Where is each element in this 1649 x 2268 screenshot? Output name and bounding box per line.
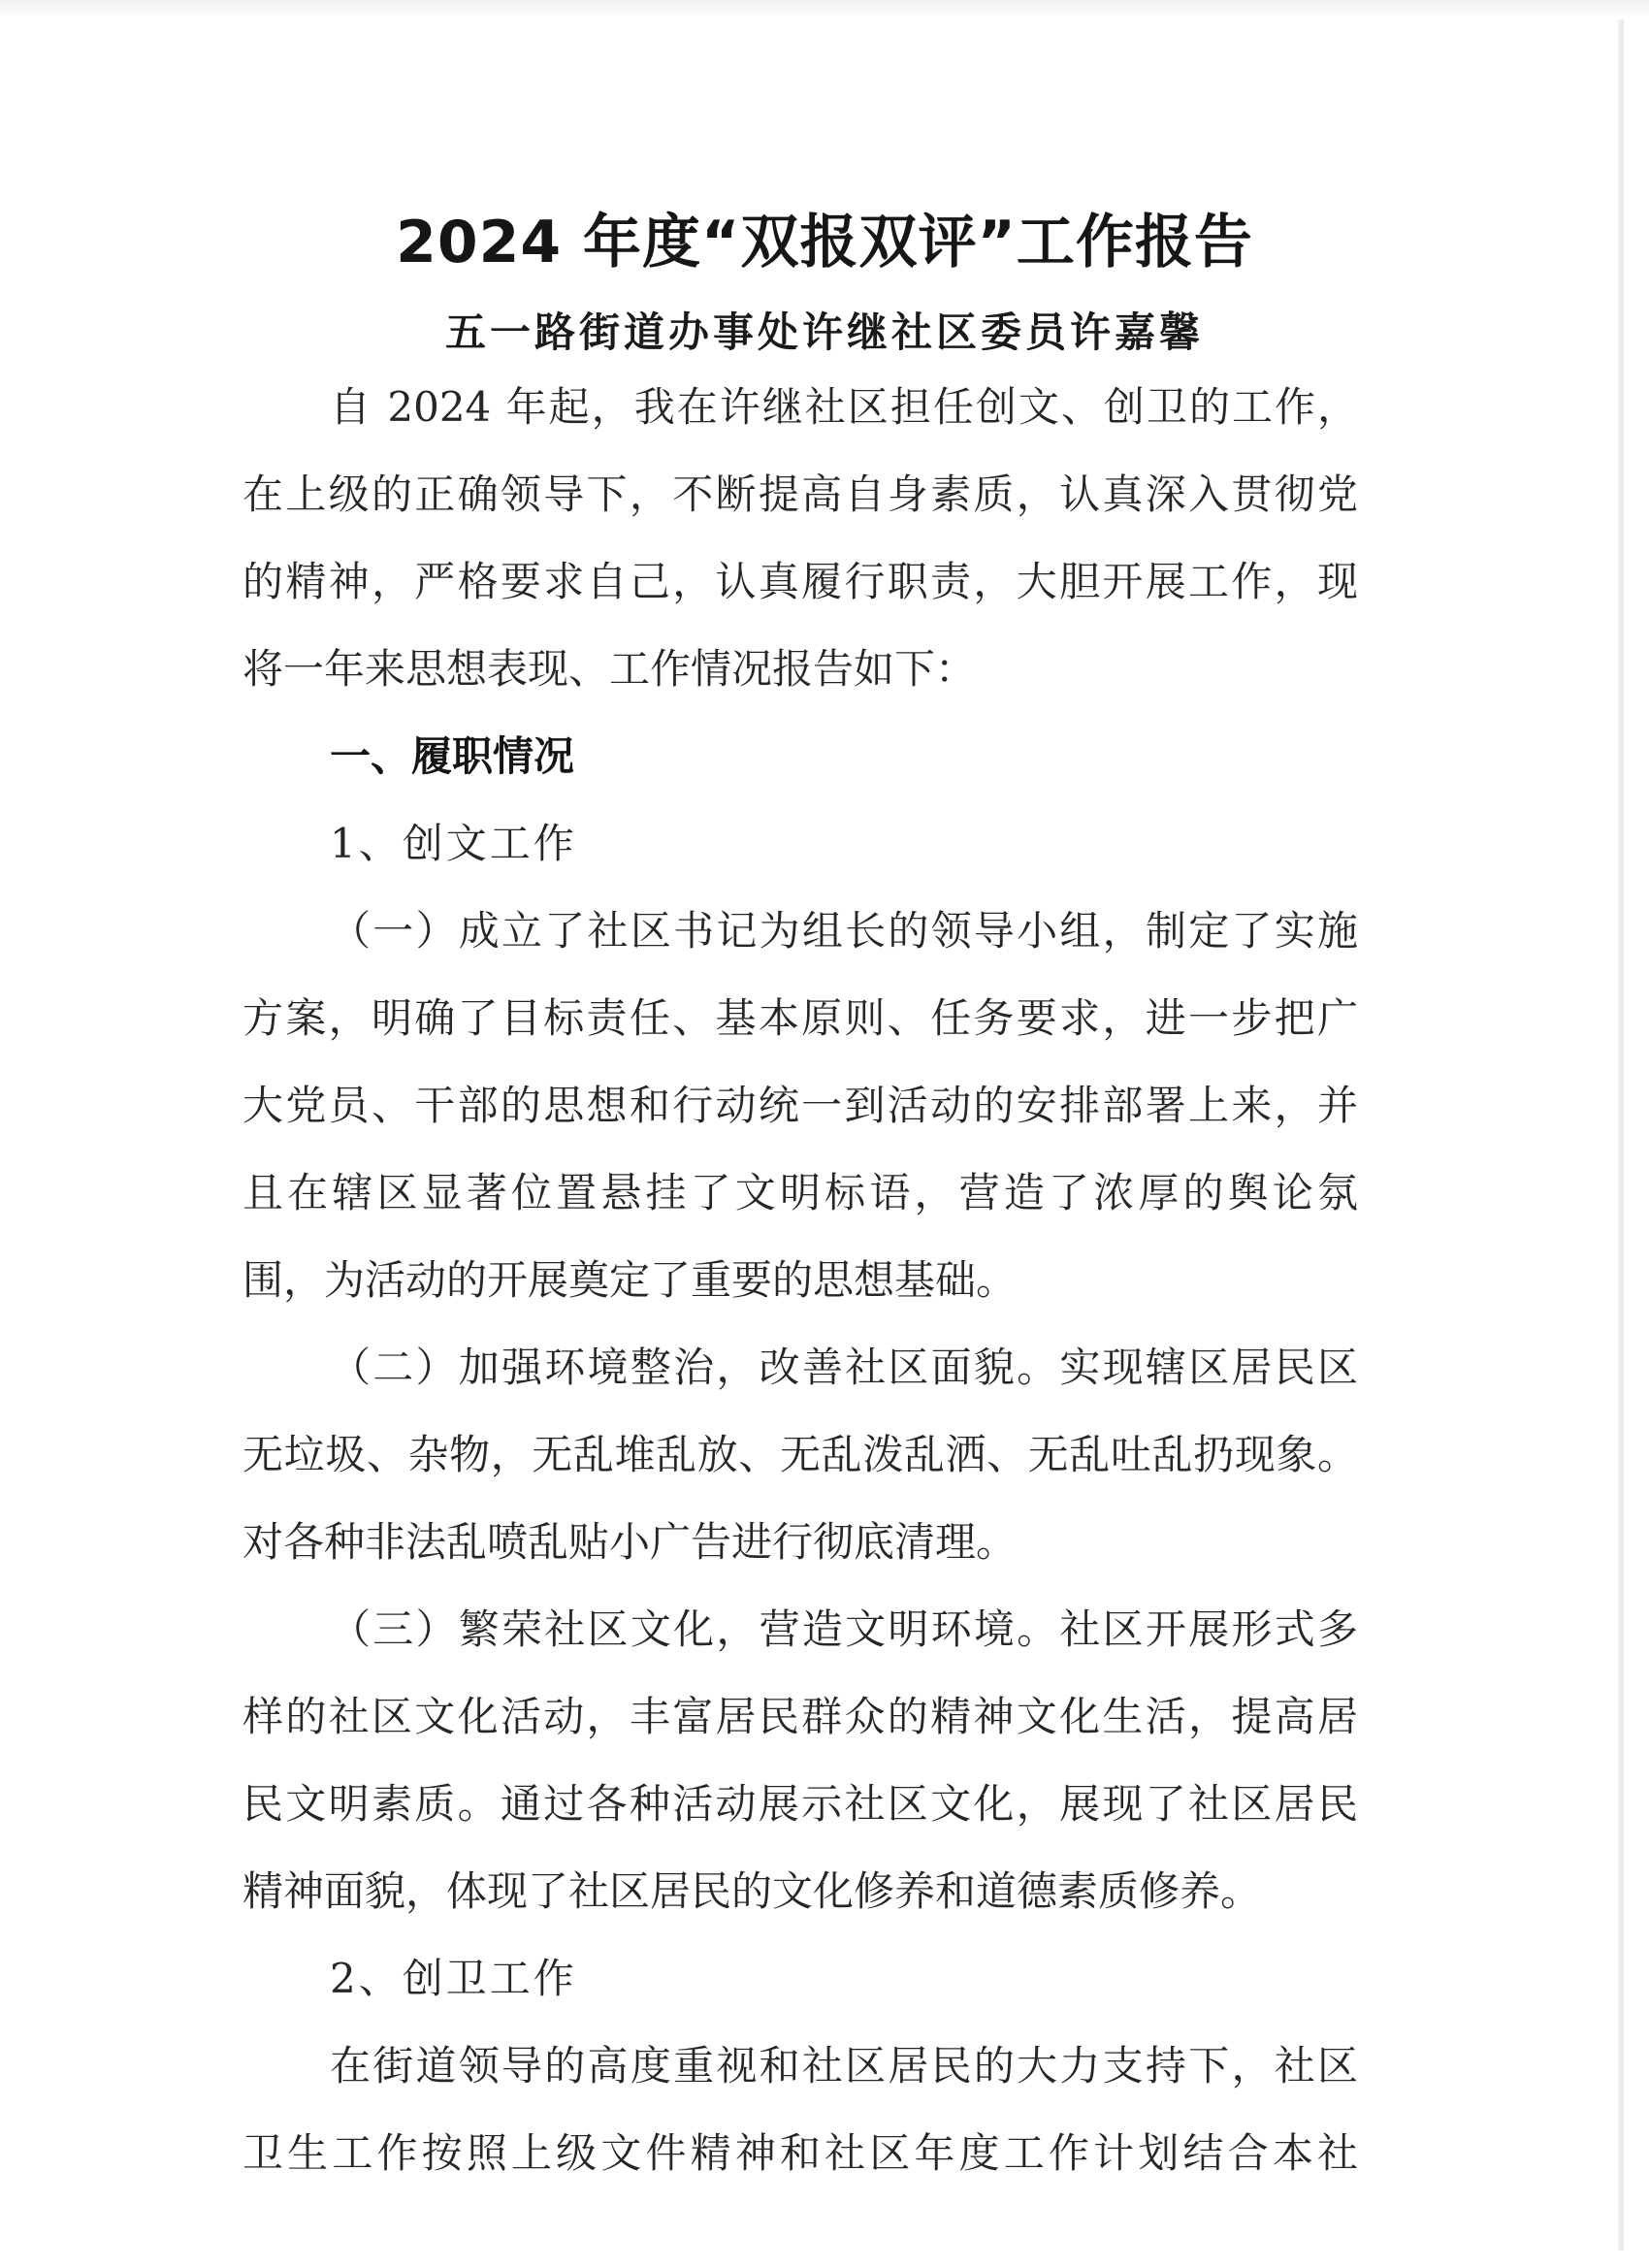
paragraph-line: 自 2024 年起，我在许继社区担任创文、创卫的工作，: [330, 383, 1358, 431]
paragraph-line: 卫生工作按照上级文件精神和社区年度工作计划结合本社: [242, 2129, 1358, 2177]
paragraph-line: 且在辖区显著位置悬挂了文明标语，营造了浓厚的舆论氛: [242, 1169, 1358, 1216]
subsection-heading: 1、创文工作: [330, 820, 577, 867]
paragraph-line: 将一年来思想表现、工作情况报告如下：: [242, 645, 977, 693]
paragraph-line: 民文明素质。通过各种活动展示社区文化，展现了社区居民: [242, 1780, 1358, 1828]
paragraph-line: 围，为活动的开展奠定了重要的思想基础。: [242, 1256, 1018, 1304]
scan-edge-top: [0, 0, 1649, 17]
document-subtitle: 五一路街道办事处许继社区委员许嘉馨: [444, 308, 1204, 356]
paragraph-line: 大党员、干部的思想和行动统一到活动的安排部署上来，并: [242, 1082, 1358, 1129]
paragraph-line: （三）繁荣社区文化，营造文明环境。社区开展形式多: [330, 1605, 1358, 1653]
paragraph-line: 对各种非法乱喷乱贴小广告进行彻底清理。: [242, 1518, 1018, 1566]
paragraph-line: （一）成立了社区书记为组长的领导小组，制定了实施: [330, 907, 1358, 955]
paragraph-line: 在街道领导的高度重视和社区居民的大力支持下，社区: [330, 2042, 1358, 2090]
document-title: 2024 年度“双报双评”工作报告: [396, 209, 1253, 276]
subsection-heading: 2、创卫工作: [330, 1955, 577, 2002]
paragraph-line: 无垃圾、杂物，无乱堆乱放、无乱泼乱洒、无乱吐乱扔现象。: [242, 1431, 1358, 1478]
paragraph-line: 精神面貌，体现了社区居民的文化修养和道德素质修养。: [242, 1867, 1262, 1915]
paragraph-line: （二）加强环境整治，改善社区面貌。实现辖区居民区: [330, 1344, 1358, 1391]
paragraph-line: 在上级的正确领导下，不断提高自身素质，认真深入贯彻党: [242, 470, 1358, 518]
section-heading: 一、履职情况: [330, 732, 575, 780]
paragraph-line: 样的社区文化活动，丰富居民群众的精神文化生活，提高居: [242, 1693, 1358, 1740]
paragraph-line: 的精神，严格要求自己，认真履行职责，大胆开展工作，现: [242, 558, 1358, 605]
paragraph-line: 方案，明确了目标责任、基本原则、任务要求，进一步把广: [242, 994, 1358, 1042]
